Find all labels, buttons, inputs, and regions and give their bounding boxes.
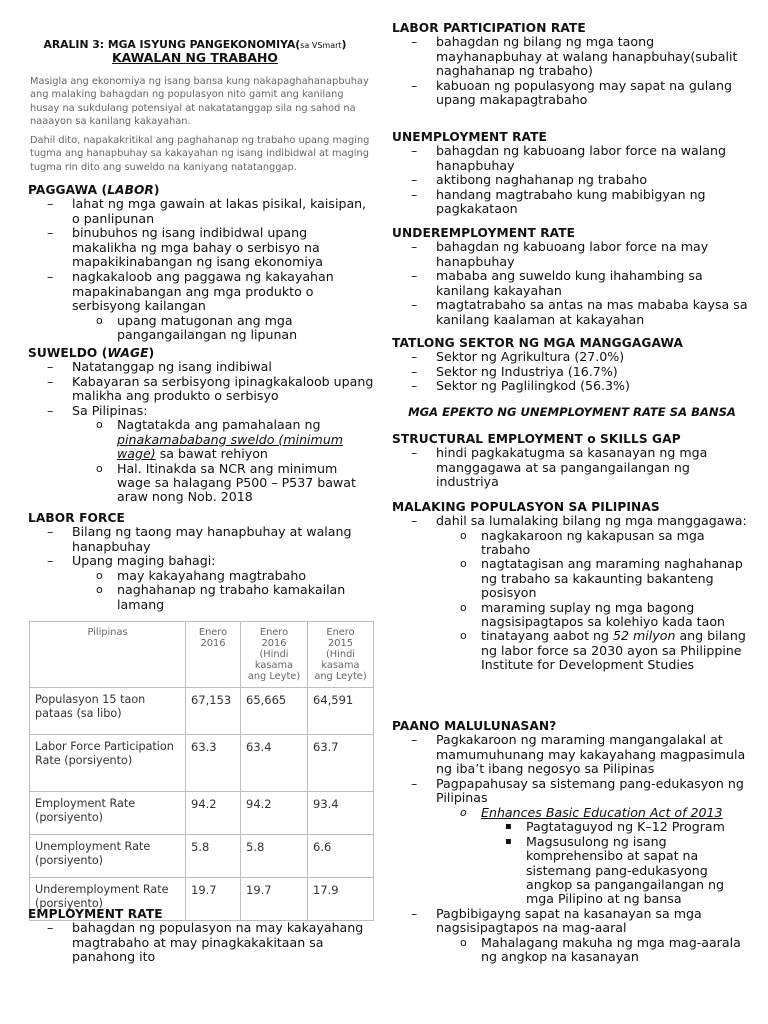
heading-unemployment: UNEMPLOYMENT RATE <box>392 130 547 144</box>
table-cell: Underemployment Rate (porsiyento) <box>30 878 186 921</box>
table-cell: 6.6 <box>308 835 374 878</box>
list-item: – Kabayaran sa serbisyong ipinagkakaloob upang malikha ang produkto o serbisyo <box>28 375 374 404</box>
list-item: – Sektor ng Agrikultura (27.0%) <box>392 350 752 365</box>
list-item: – Pagpapahusay sa sistemang pang-edukasyon ng Pilipinas <box>392 777 752 806</box>
sub-list-item: o Nagtatakda ang pamahalaan ng pinakamababang sweldo (minimum wage) sa bawat rehiyon <box>28 418 374 461</box>
list-item: – Sektor ng Paglilingkod (56.3%) <box>392 379 752 394</box>
heading-paggawa: PAGGAWA (LABOR) <box>28 183 160 197</box>
heading-underemployment: UNDEREMPLOYMENT RATE <box>392 226 576 240</box>
table-header: Enero 2015 (Hindi kasama ang Leyte) <box>308 622 374 688</box>
table-cell: 5.8 <box>186 835 241 878</box>
list-item: – aktibong naghahanap ng trabaho <box>392 173 752 188</box>
table-cell: Labor Force Participation Rate (porsiyento) <box>30 735 186 792</box>
sub-list-item: o tinatayang aabot ng 52 milyon ang bilang ng labor force sa 2030 ayon sa Philippine Institute for Development Studies <box>392 629 752 672</box>
table-row <box>30 688 374 735</box>
section-unemployment <box>392 130 752 217</box>
table-cell: 94.2 <box>241 792 308 835</box>
heading-populasyon: MALAKING POPULASYON SA PILIPINAS <box>392 500 660 514</box>
list-item: – mababa ang suweldo kung ihahambing sa kanilang kakayahan <box>392 269 752 298</box>
table-cell: 19.7 <box>241 878 308 921</box>
intro-paragraph-1: Masigla ang ekonomiya ng isang bansa kung nakapaghahanapbuhay ang malaking bahagdan ng populasyon nito gamit ang kanilang husay na sukdulang potensiyal at nakatatanggap sila ng sahod na naaayon sa kanilang kakayahan. <box>30 76 369 127</box>
list-item: – bahagdan ng populasyon na may kakayahang magtrabaho at may pinagkakakitaan sa panahong ito <box>28 921 374 965</box>
table-cell: 63.4 <box>241 735 308 792</box>
list-item: – lahat ng mga gawain at lakas pisikal, kaisipan, o panlipunan <box>28 197 374 226</box>
heading-sektor: TATLONG SEKTOR NG MGA MANGGAGAWA <box>392 336 684 350</box>
table-cell: 19.7 <box>186 878 241 921</box>
list-item: – Pagkakaroon ng maraming mangangalakal at mamumuhunang may kakayahang magpasimula ng iba’t ibang negosyo sa Pilipinas <box>392 733 752 777</box>
list-item: – hindi pagkakatugma sa kasanayan ng mga manggagawa at sa pangangailangan ng industriya <box>392 446 752 490</box>
sub-list-item: o nagtatagisan ang maraming naghahanap ng trabaho sa kakaunting bakanteng posisyon <box>392 557 752 600</box>
table-cell: 63.3 <box>186 735 241 792</box>
sub-list-item: o upang matugonan ang mga pangangailangan ng lipunan <box>28 314 374 343</box>
table-header: Pilipinas <box>30 622 186 688</box>
list-item: – Sa Pilipinas: <box>28 404 374 419</box>
table-cell: Populasyon 15 taon pataas (sa libo) <box>30 688 186 735</box>
sub-sub-list-item: ▪ Magsusulong ng isang komprehensibo at sapat na sistemang pang-edukasyong angkop sa pangangailangan ng mga Pilipino at ng bansa <box>392 835 752 907</box>
table-row <box>30 735 374 792</box>
labor-statistics-table <box>29 621 374 921</box>
list-item: – kabuoan ng populasyong may sapat na gulang upang makapagtrabaho <box>392 79 752 108</box>
section-populasyon <box>392 500 752 673</box>
sub-list-item: o may kakayahang magtrabaho <box>28 569 374 583</box>
sub-list-item: o naghahanap ng trabaho kamakailan lamang <box>28 583 374 612</box>
section-underemployment <box>392 226 752 328</box>
heading-lunas: PAANO MALULUNASAN? <box>392 719 557 733</box>
heading-structural: STRUCTURAL EMPLOYMENT o SKILLS GAP <box>392 432 681 446</box>
section-suweldo <box>28 346 374 505</box>
section-lfpr <box>392 21 752 108</box>
section-employment-rate <box>28 907 374 965</box>
table-cell: 64,591 <box>308 688 374 735</box>
table-cell: 65,665 <box>241 688 308 735</box>
table-cell: 63.7 <box>308 735 374 792</box>
sub-list-item: o Hal. Itinakda sa NCR ang minimum wage sa halagang P500 – P537 bawat araw nong Nob. 2018 <box>28 462 374 505</box>
table-cell: 17.9 <box>308 878 374 921</box>
sub-list-item: o maraming suplay ng mga bagong nagsisipagtapos sa kolehiyo kada taon <box>392 601 752 630</box>
list-item: – Natatanggap ng isang indibiwal <box>28 360 374 375</box>
list-item: – Pagbibigayng sapat na kasanayan sa mga nagsisipagtapos na mag-aaral <box>392 907 752 936</box>
table-cell: 67,153 <box>186 688 241 735</box>
list-item: – Bilang ng taong may hanapbuhay at walang hanapbuhay <box>28 525 374 554</box>
heading-lfpr: LABOR PARTICIPATION RATE <box>392 21 586 35</box>
section-sektor <box>392 336 752 394</box>
table-header: Enero 2016 (Hindi kasama ang Leyte) <box>241 622 308 688</box>
table-header-row <box>30 622 374 688</box>
lesson-title: ARALIN 3: MGA ISYUNG PANGEKONOMIYA(sa VSmart) <box>43 38 347 51</box>
intro-paragraph-2: Dahil dito, napakakritikal ang paghahanap ng trabaho upang maging tugma ang hanapbuhay sa kakayahan ng isang indibidwal at maging tugma rin dito ang suweldo na kaniyang natatanggap. <box>30 135 370 173</box>
table-cell: 5.8 <box>241 835 308 878</box>
table-row <box>30 835 374 878</box>
list-item: – bahagdan ng bilang ng mga taong mayhanapbuhay at walang hanapbuhay(subalit naghahanap ng trabaho) <box>392 35 752 79</box>
sub-sub-list-item: ▪ Pagtataguyod ng K–12 Program <box>392 820 752 834</box>
list-item: – bahagdan ng kabuoang labor force na may hanapbuhay <box>392 240 752 269</box>
table-cell: Employment Rate (porsiyento) <box>30 792 186 835</box>
table-cell: 93.4 <box>308 792 374 835</box>
list-item: – binubuhos ng isang indibidwal upang makalikha ng mga bahay o serbisyo na mapakikinabangan ng isang ekonomiya <box>28 226 374 270</box>
table-row <box>30 792 374 835</box>
heading-epekto: MGA EPEKTO NG UNEMPLOYMENT RATE SA BANSA <box>408 405 736 419</box>
list-item: – dahil sa lumalaking bilang ng mga manggagawa: <box>392 514 752 529</box>
section-lunas <box>392 719 752 965</box>
list-item: – Upang maging bahagi: <box>28 554 374 569</box>
table-cell: 94.2 <box>186 792 241 835</box>
list-item: – handang magtrabaho kung mabibigyan ng pagkakataon <box>392 188 752 217</box>
list-item: – Sektor ng Industriya (16.7%) <box>392 365 752 380</box>
sub-list-item: o Enhances Basic Education Act of 2013 <box>392 806 752 820</box>
list-item: – magtatrabaho sa antas na mas mababa kaysa sa kanilang kaalaman at kakayahan <box>392 298 752 327</box>
section-paggawa <box>28 183 374 343</box>
sub-list-item: o nagkakaroon ng kakapusan sa mga trabaho <box>392 529 752 558</box>
heading-labor-force: LABOR FORCE <box>28 511 125 525</box>
table-header: Enero 2016 <box>186 622 241 688</box>
section-labor-force <box>28 511 374 612</box>
list-item: – nagkakaloob ang paggawa ng kakayahan mapakinabangan ang mga produkto o serbisyong kailangan <box>28 270 374 314</box>
lesson-subtitle: KAWALAN NG TRABAHO <box>112 50 278 65</box>
heading-suweldo: SUWELDO (WAGE) <box>28 346 155 360</box>
list-item: – bahagdan ng kabuoang labor force na walang hanapbuhay <box>392 144 752 173</box>
table-cell: Unemployment Rate (porsiyento) <box>30 835 186 878</box>
sub-list-item: o Mahalagang makuha ng mga mag-aarala ng angkop na kasanayan <box>392 936 752 965</box>
heading-employment-rate: EMPLOYMENT RATE <box>28 907 163 921</box>
section-structural <box>392 432 752 490</box>
